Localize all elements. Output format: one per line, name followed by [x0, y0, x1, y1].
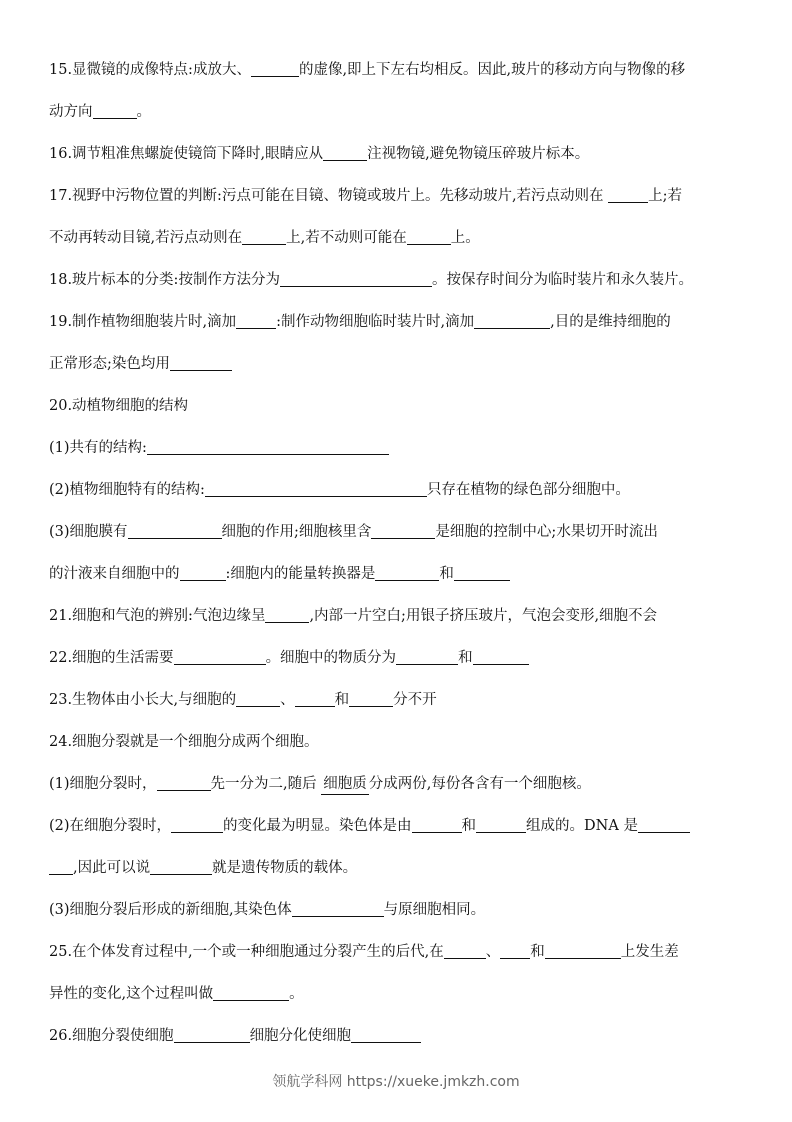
answer-blank[interactable]: [371, 523, 435, 539]
answer-blank[interactable]: [608, 187, 648, 203]
question-20-part-2: (2)植物细胞特有的结构: 只存在植物的绿色部分细胞中。: [49, 482, 630, 498]
footer-site-name: 领航学科网: [272, 1074, 343, 1090]
answer-blank[interactable]: [174, 649, 266, 665]
answer-blank[interactable]: [251, 61, 299, 77]
answer-blank[interactable]: [375, 565, 439, 581]
answer-blank[interactable]: [454, 565, 510, 581]
footer-url[interactable]: https://xueke.jmkzh.com: [346, 1074, 520, 1090]
question-25-line-1: 25.在个体发育过程中,一个或一种细胞通过分裂产生的后代,在 、 和 上发生差: [49, 944, 679, 960]
answer-blank[interactable]: [638, 817, 690, 833]
answer-blank[interactable]: [180, 565, 226, 581]
answer-blank[interactable]: [170, 355, 232, 371]
question-23-line: 23.生物体由小长大,与细胞的 、 和 分不开: [49, 692, 437, 708]
answer-blank[interactable]: [147, 439, 389, 455]
filled-answer: 细胞质: [321, 774, 369, 795]
answer-blank[interactable]: [545, 943, 621, 959]
answer-blank[interactable]: [295, 691, 335, 707]
answer-blank[interactable]: [292, 901, 384, 917]
answer-blank[interactable]: [242, 229, 286, 245]
question-15-line-2: 动方向 。: [49, 104, 151, 120]
question-21-line: 21.细胞和气泡的辨别:气泡边缘呈 ,内部一片空白;用银子挤压玻片，气泡会变形,细胞不会: [49, 608, 658, 624]
answer-blank[interactable]: [49, 859, 73, 875]
answer-blank[interactable]: [150, 859, 212, 875]
question-24-part-3: (3)细胞分裂后形成的新细胞,其染色体 与原细胞相同。: [49, 902, 486, 918]
answer-blank[interactable]: [351, 1027, 421, 1043]
answer-blank[interactable]: [412, 817, 462, 833]
question-22-line: 22.细胞的生活需要 。细胞中的物质分为 和: [49, 648, 748, 668]
answer-blank[interactable]: [205, 481, 427, 497]
question-15-line-1: 15.显微镜的成像特点:成放大、 的虚像,即上下左右均相反。因此,玻片的移动方向与物像的移: [49, 62, 686, 78]
answer-blank[interactable]: [171, 817, 223, 833]
question-26-line: 26.细胞分裂使细胞 细胞分化使细胞: [49, 1026, 748, 1046]
answer-blank[interactable]: [213, 985, 289, 1001]
answer-blank[interactable]: [280, 271, 432, 287]
answer-blank[interactable]: [500, 943, 530, 959]
answer-blank[interactable]: [128, 523, 222, 539]
answer-blank[interactable]: [407, 229, 451, 245]
question-19-line-1: 19.制作植物细胞装片时,滴加 :制作动物细胞临时装片时,滴加 ,目的是维持细胞的: [49, 314, 671, 330]
footer-watermark: [0, 1071, 792, 1091]
answer-blank[interactable]: [396, 649, 458, 665]
question-17-line-1: 17.视野中污物位置的判断:污点可能在目镜、物镜或玻片上。先移动玻片,若污点动则在 上;若: [49, 188, 683, 204]
question-20-part-3-line-2: 的汁液来自细胞中的 :细胞内的能量转换器是 和: [49, 564, 748, 584]
answer-blank[interactable]: [444, 943, 486, 959]
answer-blank[interactable]: [349, 691, 393, 707]
answer-blank[interactable]: [476, 817, 526, 833]
answer-blank[interactable]: [473, 649, 529, 665]
question-25-line-2: 异性的变化,这个过程叫做 。: [49, 986, 304, 1002]
question-24-part-1: (1)细胞分裂时， 先一分为二,随后 细胞质 分成两份,每份各含有一个细胞核。: [49, 774, 748, 795]
answer-blank[interactable]: [236, 691, 280, 707]
answer-blank[interactable]: [157, 775, 211, 791]
question-19-line-2: 正常形态;染色均用: [49, 354, 748, 374]
answer-blank[interactable]: [174, 1027, 250, 1043]
question-17-line-2: 不动再转动目镜,若污点动则在 上,若不动则可能在 上。: [49, 230, 480, 246]
answer-blank[interactable]: [236, 313, 276, 329]
question-20-part-3-line-1: (3)细胞膜有 细胞的作用;细胞核里含 是细胞的控制中心;水果切开时流出: [49, 524, 658, 540]
question-16-line: 16.调节粗准焦螺旋使镜筒下降时,眼睛应从 注视物镜,避免物镜压碎玻片标本。: [49, 146, 590, 162]
answer-blank[interactable]: [93, 103, 137, 119]
question-24-part-2-line-2: ,因此可以说 就是遗传物质的载体。: [49, 858, 748, 878]
answer-blank[interactable]: [265, 607, 309, 623]
question-18-line: 18.玻片标本的分类:按制作方法分为 。按保存时间分为临时装片和永久装片。: [49, 272, 693, 288]
question-24-part-2-line-1: (2)在细胞分裂时， 的变化最为明显。染色体是由 和 组成的。DNA 是: [49, 816, 748, 836]
question-20-heading: 20.动植物细胞的结构: [49, 398, 189, 414]
question-24-heading: 24.细胞分裂就是一个细胞分成两个细胞。: [49, 734, 319, 750]
question-20-part-1: (1)共有的结构:: [49, 438, 748, 458]
answer-blank[interactable]: [323, 145, 367, 161]
answer-blank[interactable]: [474, 313, 550, 329]
